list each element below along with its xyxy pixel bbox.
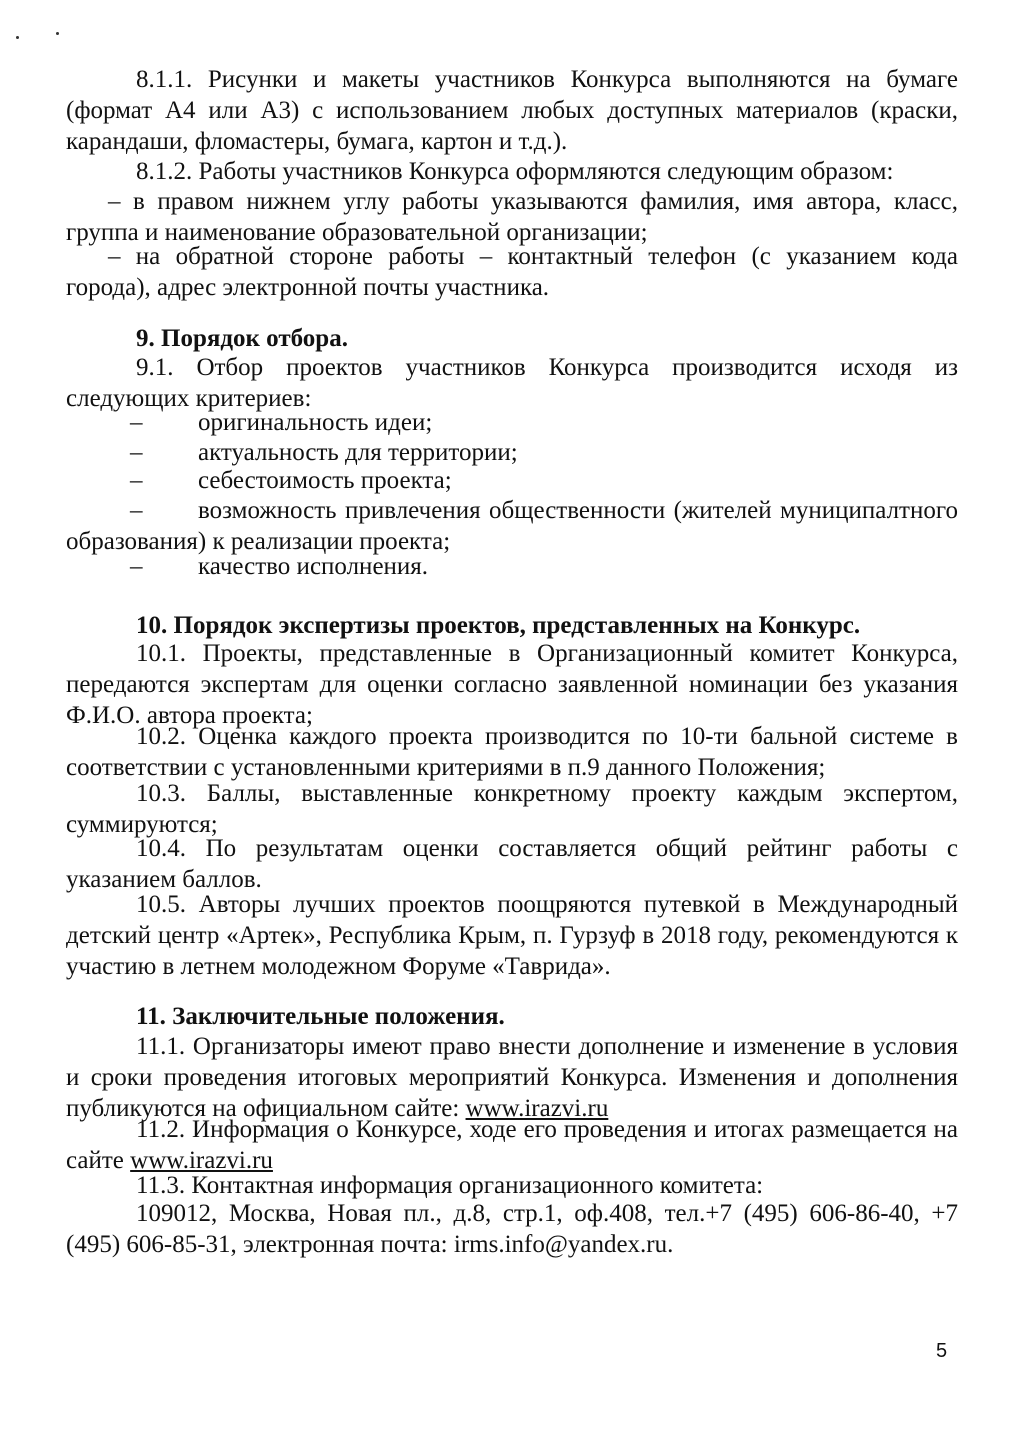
criteria-item	[66, 437, 958, 468]
paragraph-dash-2: – на обратной стороне работы – контактный телефон (с указанием кода города), адрес электронной почты участника.	[66, 243, 958, 301]
paragraph-8-1-1: 8.1.1. Рисунки и макеты участников Конкурса выполняются на бумаге (формат А4 или А3) с использованием любых доступных материалов (краски, карандаши, фломастеры, бумага, картон и т.д.).	[66, 66, 958, 155]
paragraph-11-2-text: 11.2. Информация о Конкурсе, ходе его проведения и итогах размещается на сайте	[66, 1116, 958, 1174]
paragraph-10-1: 10.1. Проекты, представленные в Организационный комитет Конкурса, передаются экспертам для оценки согласно заявленной номинации без указания Ф.И.О. автора проекта;	[66, 640, 958, 729]
heading-section-11: 11. Заключительные положения.	[136, 1003, 505, 1030]
dash-marker: –	[130, 553, 143, 580]
dash-marker: –	[130, 439, 143, 466]
criteria-item	[66, 465, 958, 496]
dash-marker: –	[130, 409, 143, 436]
paragraph-11-3: 11.3. Контактная информация организационного комитета:	[136, 1172, 764, 1199]
heading-section-10: 10. Порядок экспертизы проектов, представленных на Конкурс.	[136, 612, 861, 639]
criteria-text: возможность привлечения общественности (жителей муниципалтного образования) к реализации проекта;	[66, 497, 958, 555]
dash-marker: –	[130, 497, 143, 524]
heading-section-9: 9. Порядок отбора.	[136, 325, 348, 352]
criteria-item	[66, 407, 958, 438]
paragraph-10-3: 10.3. Баллы, выставленные конкретному проекту каждым экспертом, суммируются;	[66, 780, 958, 838]
criteria-text: себестоимость проекта;	[198, 467, 452, 494]
paragraph-10-5: 10.5. Авторы лучших проектов поощряются путевкой в Международный детский центр «Артек», Республика Крым, п. Гурзуф в 2018 году, рекомендуются к участию в летнем молодежном Форуме «Таврида».	[66, 891, 958, 980]
scan-speck	[16, 36, 19, 39]
scan-speck	[56, 32, 59, 35]
criteria-item	[66, 551, 958, 582]
dash-marker: –	[130, 467, 143, 494]
criteria-item	[66, 495, 958, 557]
contacts-paragraph: 109012, Москва, Новая пл., д.8, стр.1, оф.408, тел.+7 (495) 606-86-40, +7 (495) 606-85-31, электронная почта: irms.info@yandex.ru.	[66, 1200, 958, 1258]
paragraph-11-2	[66, 1114, 958, 1176]
paragraph-9-1: 9.1. Отбор проектов участников Конкурса производится исходя из следующих критериев:	[66, 354, 958, 412]
paragraph-11-1	[66, 1031, 958, 1124]
paragraph-10-4: 10.4. По результатам оценки составляется общий рейтинг работы с указанием баллов.	[66, 835, 958, 893]
paragraph-dash-1: – в правом нижнем углу работы указываются фамилия, имя автора, класс, группа и наименование образовательной организации;	[66, 188, 958, 246]
paragraph-11-1-text: 11.1. Организаторы имеют право внести дополнение и изменение в условия и сроки проведения итоговых мероприятий Конкурса. Изменения и дополнения публикуются на официальном сайте:	[66, 1033, 958, 1122]
website-link[interactable]: www.irazvi.ru	[465, 1095, 609, 1122]
criteria-text: оригинальность идеи;	[198, 409, 433, 436]
criteria-text: актуальность для территории;	[198, 439, 518, 466]
paragraph-8-1-2: 8.1.2. Работы участников Конкурса оформляются следующим образом:	[136, 158, 894, 185]
page-number: 5	[936, 1340, 948, 1362]
website-link[interactable]: www.irazvi.ru	[130, 1147, 273, 1174]
criteria-text: качество исполнения.	[198, 553, 429, 580]
paragraph-10-2: 10.2. Оценка каждого проекта производится по 10-ти бальной системе в соответствии с установленными критериями в п.9 данного Положения;	[66, 723, 958, 781]
